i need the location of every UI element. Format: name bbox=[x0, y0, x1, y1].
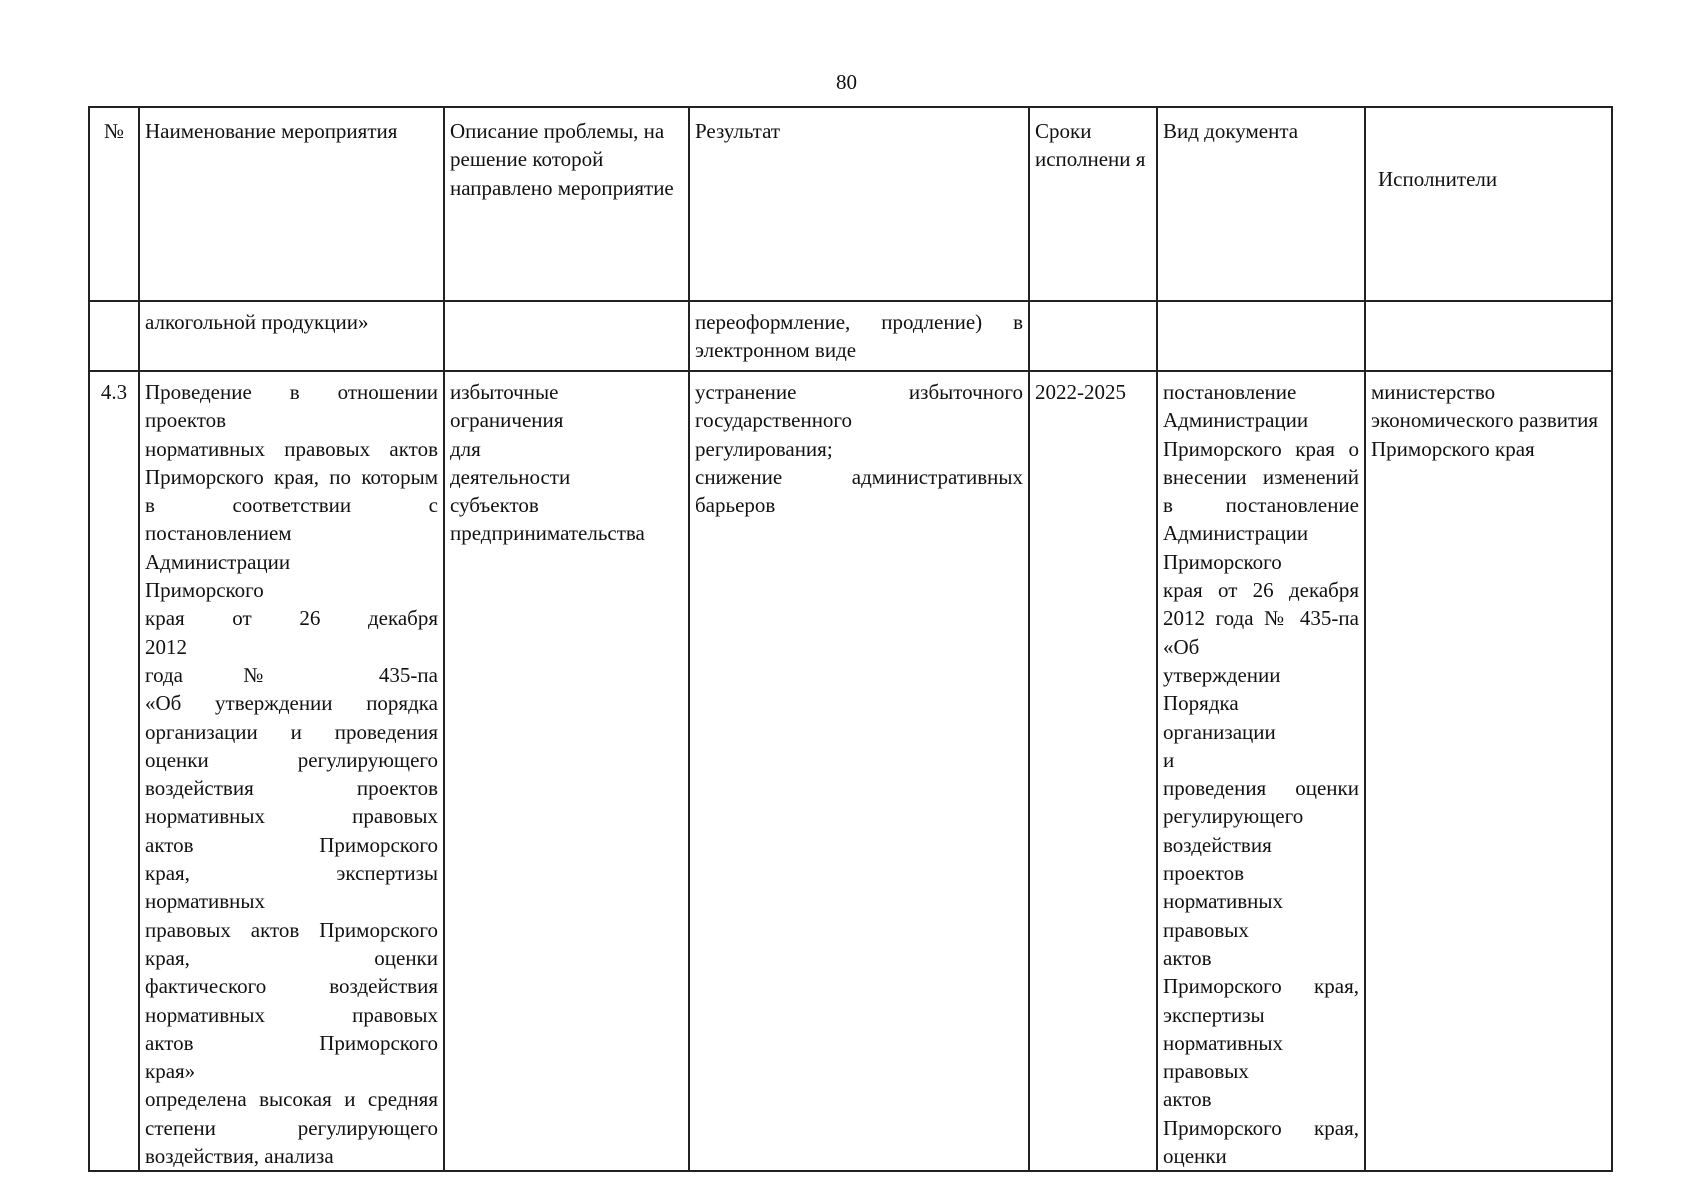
page-number: 80 bbox=[836, 70, 857, 94]
cell-name: алкогольной продукции» bbox=[139, 301, 444, 371]
cell-terms bbox=[1029, 301, 1157, 371]
header-row bbox=[89, 107, 1612, 301]
cell-num bbox=[89, 301, 139, 371]
header-terms: Сроки исполнени я bbox=[1029, 107, 1157, 301]
cell-name: Проведение в отношении проектов нормативных правовых актов Приморского края, по которым в соответствии с постановлением Администрации Приморского края от 26 декабря 2012 года № 435-па «Об утверждении порядка организации и проведения оценки регулирующего воздействия проектов нормативных правовых актов Приморского края, экспертизы нормативных правовых актов Приморского края, оценки фактического воздействия нормативных правовых актов Приморского края» определена высокая и средняя степени регулирующего воздействия, анализа bbox=[139, 371, 444, 1171]
header-executors: Исполнители bbox=[1365, 107, 1612, 301]
cell-problem: избыточные ограничения для деятельности субъектов предпринимательства bbox=[444, 371, 689, 1171]
header-problem: Описание проблемы, на решение которой направлено мероприятие bbox=[444, 107, 689, 301]
cell-executors: министерство экономического развития Приморского края bbox=[1365, 371, 1612, 1171]
cell-doc bbox=[1157, 301, 1365, 371]
table-row bbox=[89, 371, 1612, 1171]
cell-problem bbox=[444, 301, 689, 371]
cell-terms: 2022-2025 bbox=[1029, 371, 1157, 1171]
measures-table bbox=[88, 106, 1613, 1172]
table-row bbox=[89, 301, 1612, 371]
cell-executors bbox=[1365, 301, 1612, 371]
cell-result: переоформление, продление) в электронном виде bbox=[689, 301, 1029, 371]
header-num: № bbox=[89, 107, 139, 301]
cell-doc: постановление Администрации Приморского края о внесении изменений в постановление Администрации Приморского края от 26 декабря 2012 года № 435-па «Об утверждении Порядка организации и проведения оценки регулирующего воздействия проектов нормативных правовых актов Приморского края, экспертизы нормативных правовых актов Приморского края, оценки bbox=[1157, 371, 1365, 1171]
header-doc: Вид документа bbox=[1157, 107, 1365, 301]
header-result: Результат bbox=[689, 107, 1029, 301]
header-name: Наименование мероприятия bbox=[139, 107, 444, 301]
cell-num: 4.3 bbox=[89, 371, 139, 1171]
cell-result: устранение избыточного государственного регулирования; снижение административных барьеров bbox=[689, 371, 1029, 1171]
